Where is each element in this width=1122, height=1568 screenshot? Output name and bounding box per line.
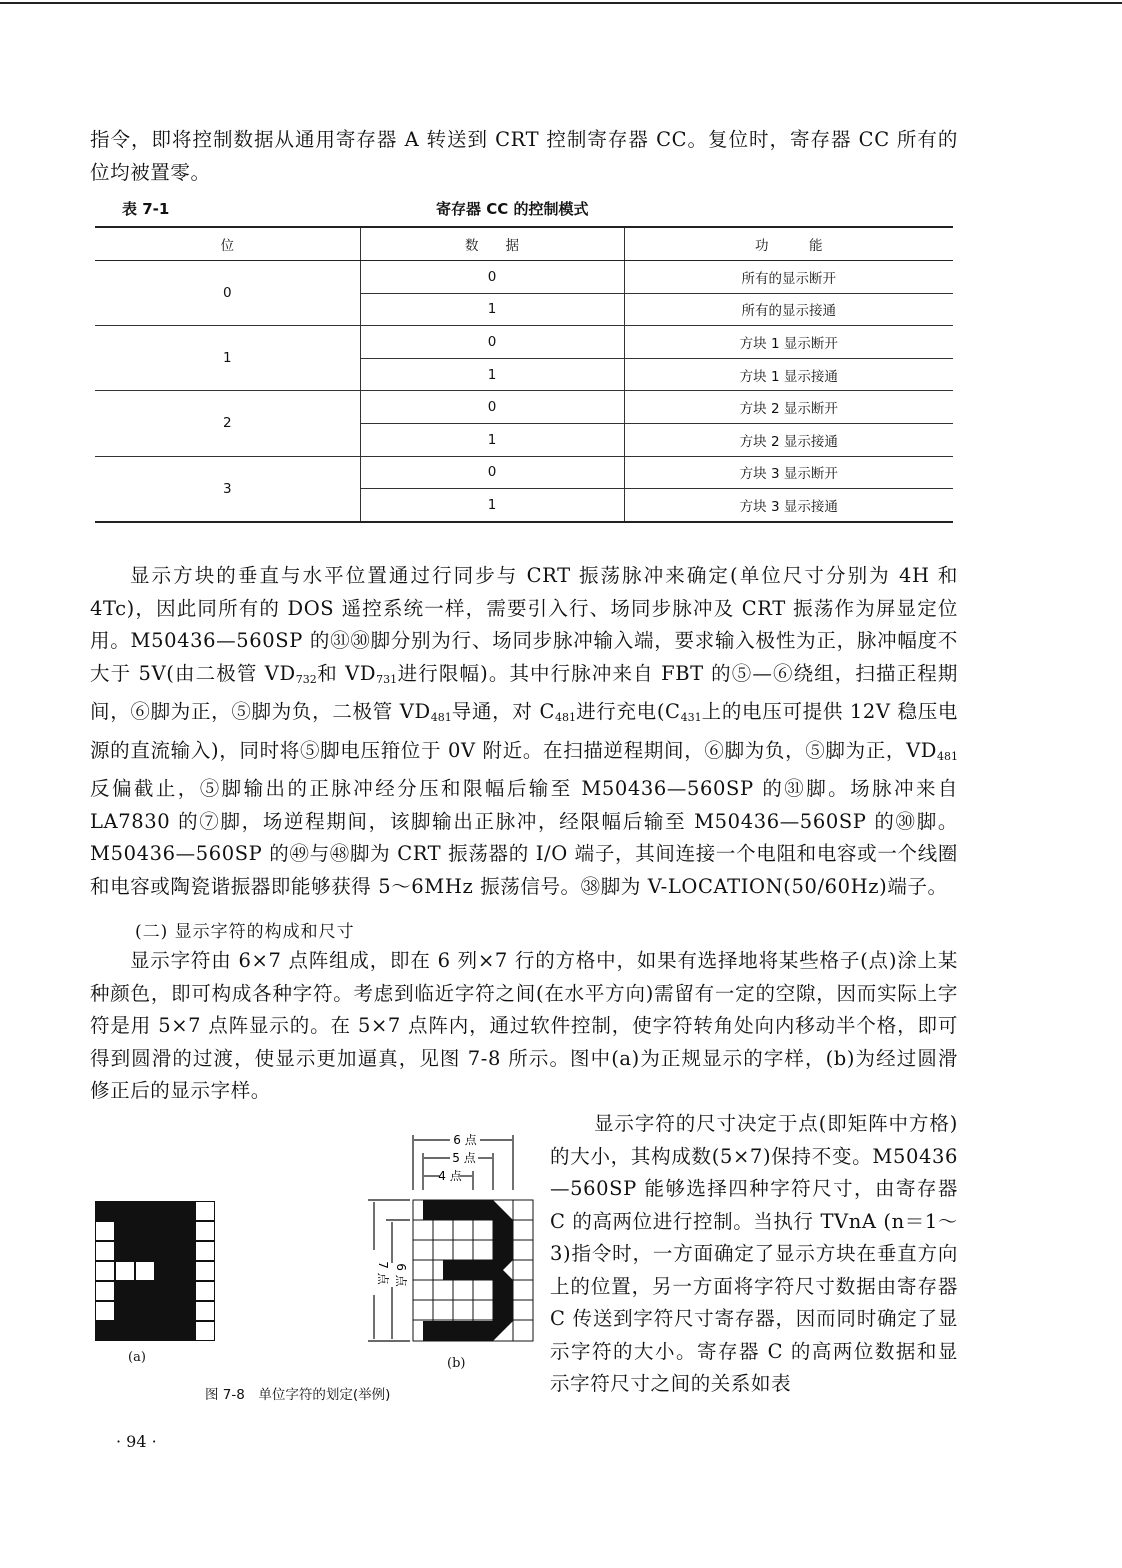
matrix-cell bbox=[175, 1201, 195, 1221]
table-title: 寄存器 CC 的控制模式 bbox=[436, 200, 589, 218]
cell-function: 方块 2 显示接通 bbox=[624, 423, 953, 456]
table-row bbox=[95, 456, 953, 489]
cell-function: 方块 3 显示接通 bbox=[624, 489, 953, 522]
matrix-cell bbox=[115, 1261, 135, 1281]
section-heading: (二) 显示字符的构成和尺寸 bbox=[135, 922, 355, 942]
header-function: 功 能 bbox=[624, 227, 953, 261]
matrix-cell bbox=[135, 1221, 155, 1241]
matrix-cell bbox=[135, 1281, 155, 1301]
matrix-cell bbox=[155, 1301, 175, 1321]
figure-label-b: (b) bbox=[447, 1356, 466, 1371]
cell-data: 0 bbox=[360, 261, 624, 294]
dim-label-5: 5 点 bbox=[452, 1151, 476, 1165]
top-rule bbox=[0, 2, 1122, 4]
page-number: · 94 · bbox=[116, 1432, 157, 1451]
cell-function: 所有的显示断开 bbox=[624, 261, 953, 294]
matrix-cell bbox=[195, 1241, 215, 1261]
matrix-cell bbox=[115, 1301, 135, 1321]
matrix-cell bbox=[135, 1301, 155, 1321]
cell-function: 方块 1 显示断开 bbox=[624, 326, 953, 359]
matrix-cell bbox=[155, 1281, 175, 1301]
cell-data: 0 bbox=[360, 326, 624, 359]
matrix-cell bbox=[115, 1221, 135, 1241]
matrix-cell bbox=[195, 1221, 215, 1241]
matrix-cell bbox=[135, 1321, 155, 1341]
cell-data: 1 bbox=[360, 423, 624, 456]
matrix-cell bbox=[195, 1301, 215, 1321]
matrix-cell bbox=[175, 1301, 195, 1321]
matrix-cell bbox=[95, 1281, 115, 1301]
matrix-cell bbox=[95, 1321, 115, 1341]
figure-caption: 图 7-8 单位字符的划定(举例) bbox=[205, 1387, 391, 1403]
cell-data: 1 bbox=[360, 489, 624, 522]
matrix-cell bbox=[195, 1321, 215, 1341]
paragraph-char-matrix: 显示字符由 6×7 点阵组成，即在 6 列×7 行的方格中，如果有选择地将某些格子(点)涂上某种颜色，即可构成各种字符。考虑到临近字符之间(在水平方向)需留有一定的空隙，因而实际上字符是用 5×7 点阵显示的。在 5×7 点阵内，通过软件控制，使字符转角处向内移动半个格，即可得到圆滑的过渡，使显示更加逼真，见图 7-8 所示。图中(a)为正规显示的字样，(b)为经过圆滑修正后的显示字样。 bbox=[90, 949, 958, 1102]
glyph-b-dimension-lines bbox=[368, 1135, 513, 1341]
matrix-cell bbox=[115, 1241, 135, 1261]
matrix-cell bbox=[135, 1201, 155, 1221]
cell-function: 方块 3 显示断开 bbox=[624, 456, 953, 489]
paragraph-sync-pulses: 显示方块的垂直与水平位置通过行同步与 CRT 振荡脉冲来确定(单位尺寸分别为 4H 和 4Tc)，因此同所有的 DOS 遥控系统一样，需要引入行、场同步脉冲及 CRT 振荡作为屏显定位用。M50436—560SP 的㉛㉚脚分别为行、场同步脉冲输入端，要求输入极性为正，脉冲幅度不大于 5V(由二极管 $VD_{732}$和 $VD_{731}$进行限幅)。其中行脉冲来自 FBT 的⑤—⑥绕组，扫描正程期间，⑥脚为正，⑤脚为负，二极管 $VD_{481}$导通，对 $C_{481}$进行充电($C_{431}$上的电压可提供 12V 稳压电源的直流输入)，同时将⑤脚电压箝位于 0V 附近。在扫描逆程期间，⑥脚为负，⑤脚为正，$VD_{481}$反偏截止，⑤脚输出的正脉冲经分压和限幅后输至 M50436—560SP 的㉛脚。场脉冲来自 LA7830 的⑦脚，场逆程期间，该脚输出正脉冲，经限幅后输至 M50436—560SP 的㉚脚。M50436—560SP 的㊾与㊽脚为 CRT 振荡器的 I/O 端子，其间连接一个电阻和电容或一个线圈和电容或陶瓷谐振器即能够获得 5～6MHz 振荡信号。㊳脚为 V-LOCATION(50/60Hz)端子。 bbox=[90, 564, 959, 898]
dim-label-7v: 7 点 bbox=[376, 1261, 390, 1285]
matrix-cell bbox=[155, 1201, 175, 1221]
header-data: 数 据 bbox=[360, 227, 624, 261]
matrix-cell bbox=[195, 1261, 215, 1281]
matrix-cell bbox=[175, 1261, 195, 1281]
matrix-cell bbox=[95, 1301, 115, 1321]
matrix-cell bbox=[95, 1241, 115, 1261]
matrix-cell bbox=[175, 1281, 195, 1301]
table-label: 表 7-1 bbox=[122, 200, 170, 218]
matrix-cell bbox=[135, 1241, 155, 1261]
table-row bbox=[95, 391, 953, 424]
cell-data: 0 bbox=[360, 456, 624, 489]
matrix-cell bbox=[155, 1221, 175, 1241]
dim-label-6v: 6 点 bbox=[394, 1263, 408, 1287]
matrix-cell bbox=[155, 1261, 175, 1281]
glyph-b-figure bbox=[350, 1125, 540, 1360]
matrix-cell bbox=[95, 1221, 115, 1241]
matrix-cell bbox=[95, 1261, 115, 1281]
matrix-cell bbox=[115, 1281, 135, 1301]
table-row bbox=[95, 261, 953, 294]
matrix-cell bbox=[155, 1321, 175, 1341]
cell-bit: 3 bbox=[95, 456, 360, 522]
table-header-row bbox=[95, 227, 953, 261]
matrix-cell bbox=[115, 1201, 135, 1221]
matrix-cell bbox=[115, 1321, 135, 1341]
cell-bit: 0 bbox=[95, 261, 360, 326]
paragraph-intro: 指令，即将控制数据从通用寄存器 A 转送到 CRT 控制寄存器 CC。复位时，寄存器 CC 所有的位均被置零。 bbox=[90, 128, 958, 184]
dim-label-4: 4 点 bbox=[438, 1169, 462, 1183]
matrix-cell bbox=[95, 1201, 115, 1221]
dim-label-6: 6 点 bbox=[453, 1133, 477, 1147]
glyph-a-matrix bbox=[95, 1201, 215, 1341]
cell-function: 所有的显示接通 bbox=[624, 293, 953, 326]
matrix-cell bbox=[175, 1241, 195, 1261]
matrix-cell bbox=[175, 1321, 195, 1341]
matrix-cell bbox=[135, 1261, 155, 1281]
table-row bbox=[95, 326, 953, 359]
header-bit: 位 bbox=[95, 227, 360, 261]
matrix-cell bbox=[155, 1241, 175, 1261]
cell-bit: 2 bbox=[95, 391, 360, 456]
paragraph-char-size: 显示字符的尺寸决定于点(即矩阵中方格)的大小，其构成数(5×7)保持不变。M50436—560SP 能够选择四种字符尺寸，由寄存器 C 的高两位进行控制。当执行 TVnA (n＝1～3)指令时，一方面确定了显示方块在垂直方向上的位置，另一方面将字符尺寸数据由寄存器 C 传送到字符尺寸寄存器，因而同时确定了显示字符的大小。寄存器 C 的高两位数据和显示字符尺寸之间的关系如表 bbox=[550, 1112, 958, 1395]
matrix-cell bbox=[175, 1221, 195, 1241]
cell-function: 方块 2 显示断开 bbox=[624, 391, 953, 424]
cell-bit: 1 bbox=[95, 326, 360, 391]
matrix-cell bbox=[195, 1201, 215, 1221]
matrix-cell bbox=[195, 1281, 215, 1301]
cell-data: 1 bbox=[360, 293, 624, 326]
figure-label-a: (a) bbox=[128, 1350, 146, 1365]
cell-data: 0 bbox=[360, 391, 624, 424]
cell-function: 方块 1 显示接通 bbox=[624, 358, 953, 391]
cell-data: 1 bbox=[360, 358, 624, 391]
register-cc-table bbox=[95, 226, 953, 523]
